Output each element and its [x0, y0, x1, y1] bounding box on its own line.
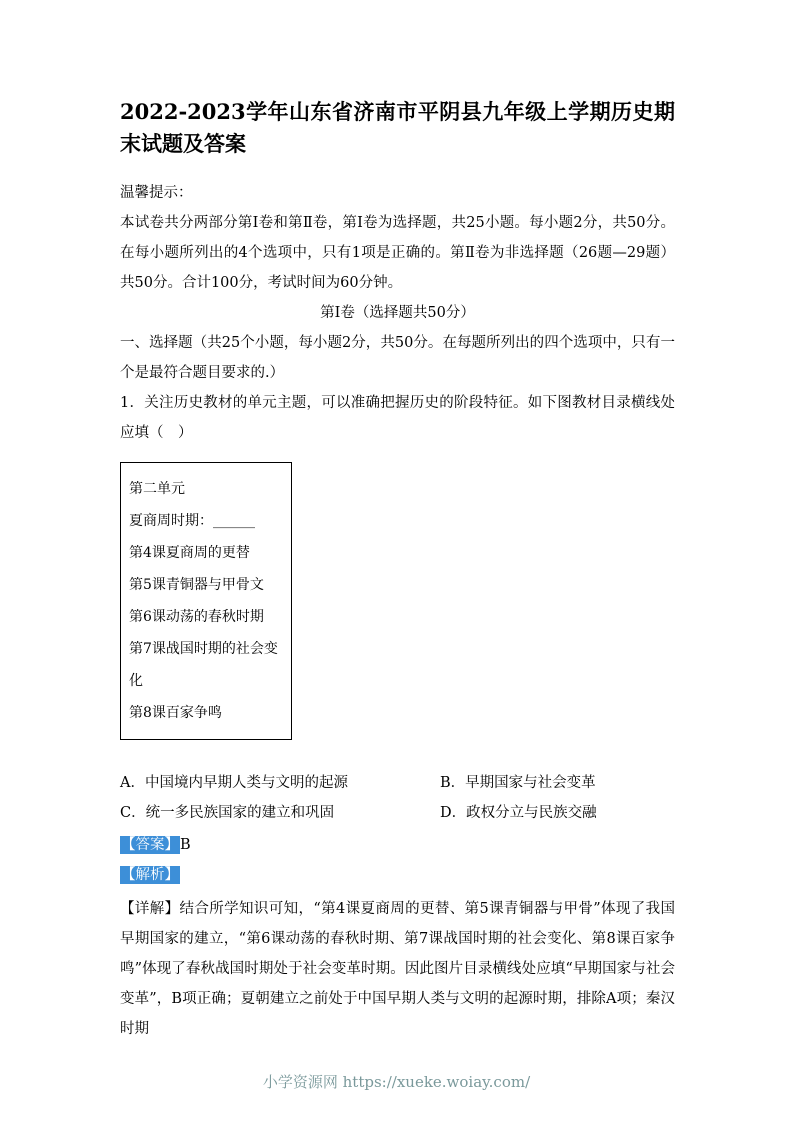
- toc-line-lesson-5: 第5课青铜器与甲骨文: [129, 577, 264, 593]
- exam-instructions: 本试卷共分两部分第Ⅰ卷和第Ⅱ卷，第Ⅰ卷为选择题，共25小题。每小题2分，共50分。在每小题所列出的4个选项中，只有1项是正确的。第Ⅱ卷为非选择题（26题—29题）共50分。合计100分，考试时间为60分钟。: [120, 215, 675, 291]
- option-a-label: A．: [120, 775, 145, 791]
- analysis-line: [120, 860, 675, 890]
- detail-paragraph: 【详解】结合所学知识可知，“第4课夏商周的更替、第5课青铜器与甲骨”体现了我国早期国家的建立，“第6课动荡的春秋时期、第7课战国时期的社会变化、第8课百家争鸣”体现了春秋战国时期处于社会变革时期。因此图片目录横线处应填“早期国家与社会变革”，B项正确；夏朝建立之前处于中国早期人类与文明的起源时期，排除A项；秦汉时期: [120, 901, 675, 1037]
- answer-line: [120, 830, 675, 860]
- option-b-label: B．: [440, 775, 466, 791]
- toc-line-lesson-7: 第7课战国时期的社会变化: [129, 641, 278, 689]
- answer-label: 【答案】: [121, 837, 179, 853]
- toc-line-lesson-8: 第8课百家争鸣: [129, 705, 222, 721]
- option-b-text: 早期国家与社会变革: [465, 775, 596, 791]
- option-c-label: C．: [120, 805, 146, 821]
- document-title: 2022-2023学年山东省济南市平阴县九年级上学期历史期末试题及答案: [120, 99, 675, 156]
- section-heading: 第Ⅰ卷（选择题共50分）: [320, 305, 475, 321]
- option-c: [120, 798, 440, 828]
- toc-line-period-blank: 夏商周时期：______: [129, 513, 255, 529]
- toc-line-lesson-6: 第6课动荡的春秋时期: [129, 609, 264, 625]
- option-c-text: 统一多民族国家的建立和巩固: [145, 805, 335, 821]
- textbook-toc-box: [120, 462, 292, 740]
- option-b: [440, 768, 675, 798]
- option-d-label: D．: [440, 805, 467, 821]
- notice-label: 温馨提示：: [120, 185, 193, 201]
- question-type-heading: 一、选择题（共25个小题，每小题2分，共50分。在每题所列出的四个选项中，只有一个是最符合题目要求的.）: [120, 335, 675, 381]
- question-1-stem: 1．关注历史教材的单元主题，可以准确把握历史的阶段特征。如下图教材目录横线处应填（ ）: [120, 395, 675, 441]
- footer-watermark: 小学资源网 https://xueke.woiay.com/: [262, 1073, 531, 1091]
- toc-line-unit: 第二单元: [129, 481, 185, 497]
- option-d-text: 政权分立与民族交融: [466, 805, 597, 821]
- analysis-label: 【解析】: [121, 867, 179, 883]
- option-a: [120, 768, 440, 798]
- option-d: [440, 798, 675, 828]
- options-grid: [120, 768, 675, 828]
- answer-value: B: [180, 837, 191, 853]
- toc-line-lesson-4: 第4课夏商周的更替: [129, 545, 250, 561]
- option-a-text: 中国境内早期人类与文明的起源: [144, 775, 348, 791]
